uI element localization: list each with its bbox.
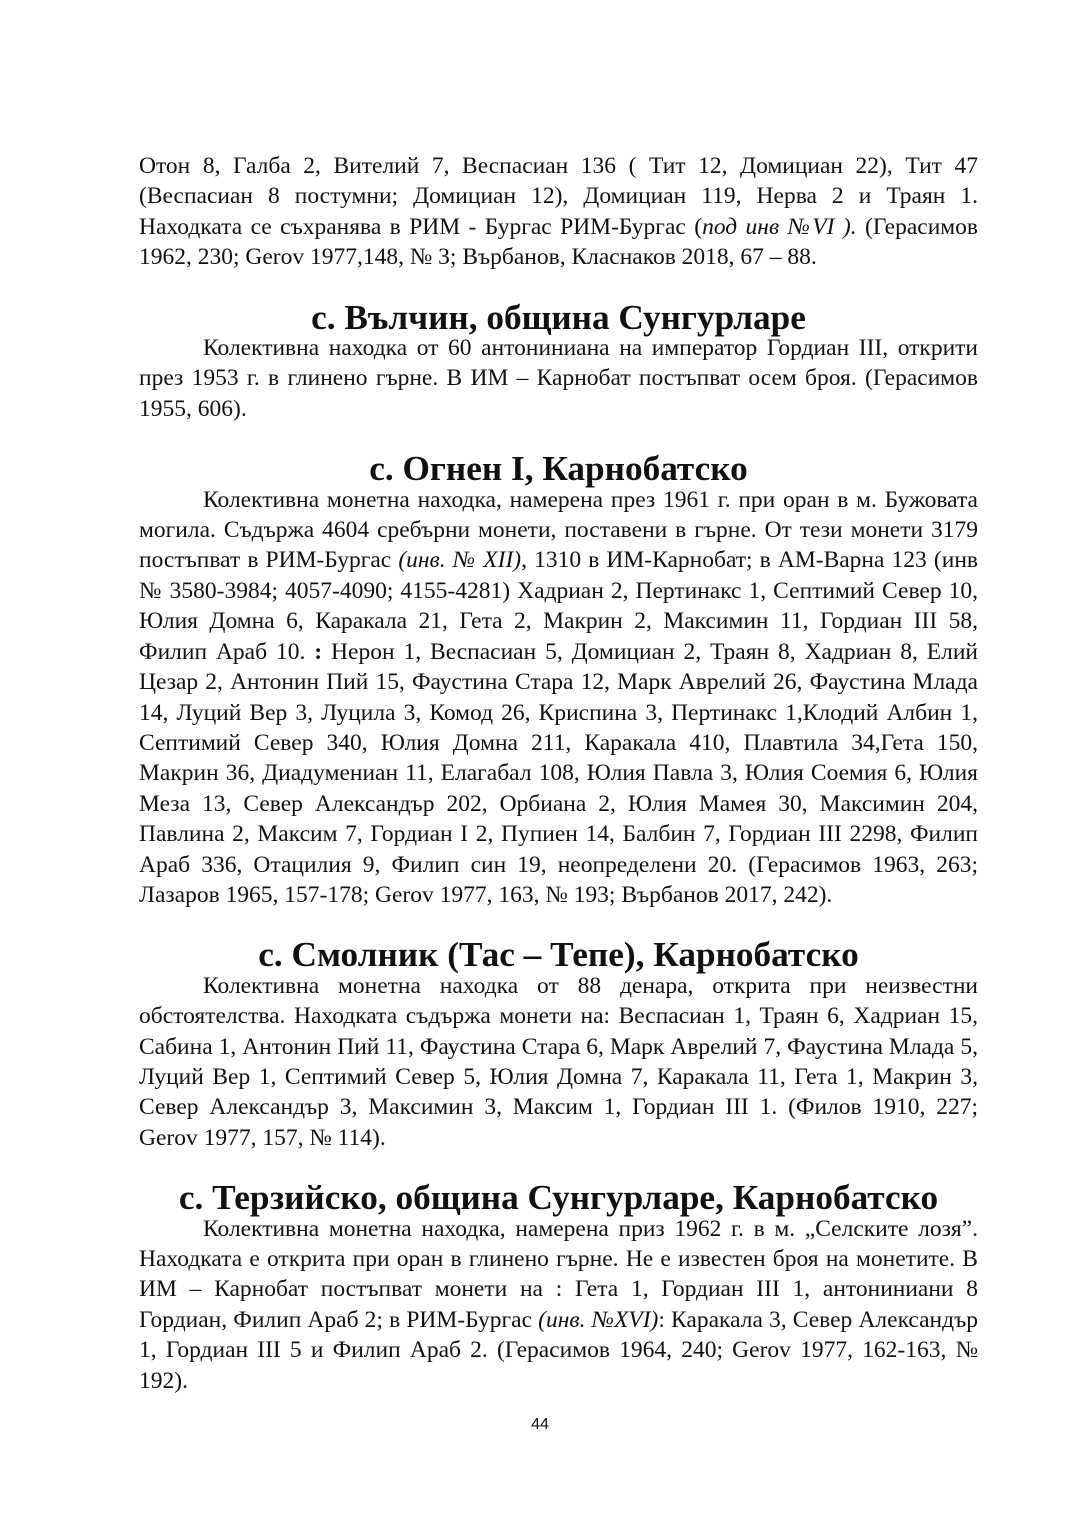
terziysko-inventory-ref: (инв. №XVI) <box>538 1306 659 1333</box>
section-heading-valchin: с. Вълчин, община Сунгурларе <box>311 297 806 337</box>
page-number: 44 <box>531 1416 549 1433</box>
terziysko-text-2: : Каракала 3, Север Александър 1, Гордиан III 5 и Филип Араб 2. (Герасимов 1964, 240; Gerov 1977, 162-163, № 192). <box>139 1306 978 1394</box>
ognen-text-1: Колективна монетна находка, намерена през 1961 г. при оран в м. Бужовата могила. Съдържа 4604 сребърни монети, поставени в гърне. От тези монети 3179 постъпват в РИМ-Бургас <box>139 486 978 574</box>
ognen-text-3: Нерон 1, Веспасиан 5, Домициан 2, Траян 8, Хадриан 8, Елий Цезар 2, Антонин Пий 15, Фаустина Стара 12, Марк Аврелий 26, Фаустина Млада 14, Луций Вер 3, Луцила 3, Комод 26, Криспина 3, Пертинакс 1,Клодий Албин 1, Септимий Север 340, Юлия Домна 211, Каракала 410, Плавтила 34,Гета 150, Макрин 36, Диадумениан 11, Елагабал 108, Юлия Павла 3, Юлия Соемия 6, Юлия Меза 13, Север Александър 202, Орбиана 2, Юлия Мамея 30, Максимин 204, Павлина 2, Максим 7, Гордиан I 2, Пупиен 14, Балбин 7, Гордиан III 2298, Филип Араб 336, Отацилия 9, Филип син 19, неопределени 20. (Герасимов 1963, 263; Лазаров 1965, 157-178; Gerov 1977, 163, № 193; Върбанов 2017, 242). <box>139 638 978 908</box>
document-body <box>139 151 978 1396</box>
section-heading-terziysko: с. Терзийско, община Сунгурларе, Карнобатско <box>178 1178 939 1218</box>
section-text-terziysko <box>139 1214 978 1396</box>
section-heading-ognen: с. Огнен I, Карнобатско <box>369 449 748 489</box>
terziysko-text-1: Колективна монетна находка, намерена приз 1962 г. в м. „Селските лозя”. Находката е открита при оран в глинено гърне. Не е известен броя на монетите. В ИМ – Карнобат постъпват монети на : Гета 1, Гордиан III 1, антониниани 8 Гордиан, Филип Араб 2; в РИМ-Бургас <box>139 1215 978 1333</box>
section-text-ognen <box>139 485 978 911</box>
section-text-smolnik: Колективна монетна находка от 88 денара, открита при неизвестни обстоятелства. Находката съдържа монети на: Веспасиан 1, Траян 6, Хадриан 15, Сабина 1, Антонин Пий 11, Фаустина Стара 6, Марк Аврелий 7, Фаустина Млада 5, Луций Вер 1, Септимий Север 5, Юлия Домна 7, Каракала 11, Гета 1, Макрин 3, Север Александър 3, Максимин 3, Максим 1, Гордиан III 1. (Филов 1910, 227; Gerov 1977, 157, № 114). <box>139 972 978 1151</box>
ognen-colon: : <box>314 638 323 665</box>
ognen-text-2: , 1310 в ИМ-Карнобат; в АМ-Варна 123 (инв № 3580-3984; 4057-4090; 4155-4281) Хадриан 2, Пертинакс 1, Септимий Север 10, Юлия Домна 6, Каракала 21, Гета 2, Макрин 2, Максимин 11, Гордиан III 58, Филип Араб 10. <box>139 547 978 665</box>
intro-text-1: Отон 8, Галба 2, Вителий 7, Веспасиан 136 ( Тит 12, Домициан 22), Тит 47 (Веспасиан 8 постумни; Домициан 12), Домициан 119, Нерва 2 и Траян 1. Находката се съхранява в РИМ - Бургас РИМ-Бургас ( <box>139 153 978 240</box>
intro-inventory-ref: под инв №VI ). <box>702 213 857 240</box>
section-heading-smolnik: с. Смолник (Тас – Тепе), Карнобатско <box>258 935 859 975</box>
ognen-inventory-ref: (инв. № XII) <box>398 547 522 574</box>
intro-text-2: (Герасимов 1962, 230; Gerov 1977,148, № 3; Върбанов, Класнаков 2018, 67 – 88. <box>139 213 978 271</box>
intro-paragraph <box>139 151 978 273</box>
section-text-valchin: Колективна находка от 60 антониниана на император Гордиан III, открити през 1953 г. в глинено гърне. В ИМ – Карнобат постъпват осем броя. (Герасимов 1955, 606). <box>139 335 978 422</box>
